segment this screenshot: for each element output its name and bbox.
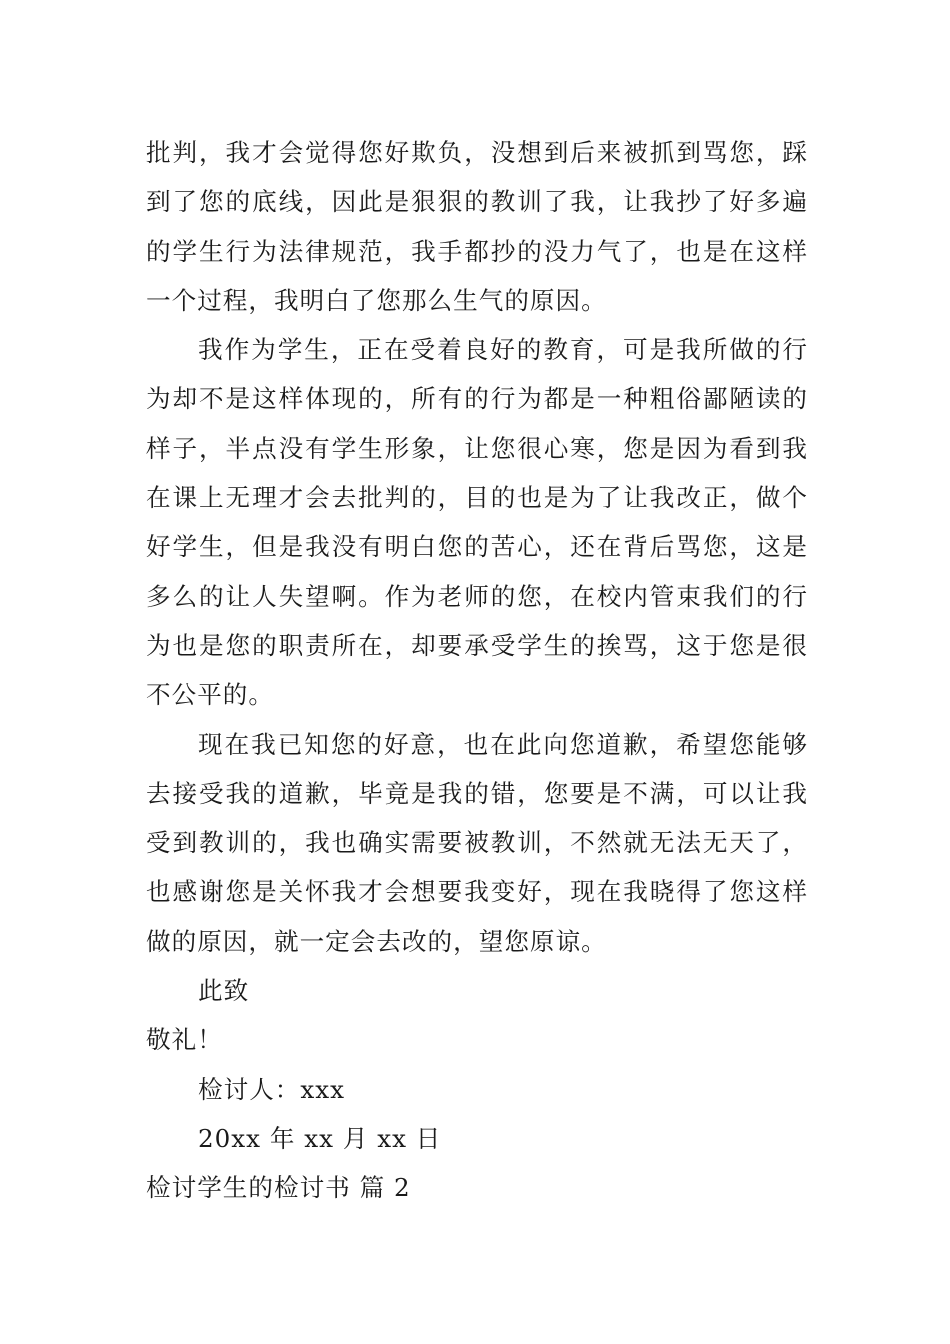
document-body xyxy=(146,128,808,1213)
signer-line: 检讨人：xxx xyxy=(198,1074,345,1104)
body-paragraph-2: 我作为学生，正在受着良好的教育，可是我所做的行为却不是这样体现的，所有的行为都是一种粗俗鄙陋读的样子，半点没有学生形象，让您很心寒，您是因为看到我在课上无理才会去批判的，目的也是为了让我改正，做个好学生，但是我没有明白您的苦心，还在背后骂您，这是多么的让人失望啊。作为老师的您，在校内管束我们的行为也是您的职责所在，却要承受学生的挨骂，这于您是很不公平的。 xyxy=(146,335,808,710)
body-paragraph-3: 现在我已知您的好意，也在此向您道歉，希望您能够去接受我的道歉，毕竟是我的错，您要是不满，可以让我受到教训的，我也确实需要被教训，不然就无法无天了，也感谢您是关怀我才会想要我变好，现在我晓得了您这样做的原因，就一定会去改的，望您原谅。 xyxy=(146,729,808,956)
section-heading: 检讨学生的检讨书 篇 2 xyxy=(146,1173,411,1203)
closing-line: 此致 xyxy=(198,976,250,1006)
date-line: 20xx 年 xx 月 xx 日 xyxy=(198,1123,442,1153)
salutation-line: 敬礼！ xyxy=(146,1025,223,1055)
body-paragraph-1: 批判，我才会觉得您好欺负，没想到后来被抓到骂您，踩到了您的底线，因此是狠狠的教训了我，让我抄了好多遍的学生行为法律规范，我手都抄的没力气了，也是在这样一个过程，我明白了您那么生气的原因。 xyxy=(146,138,808,315)
